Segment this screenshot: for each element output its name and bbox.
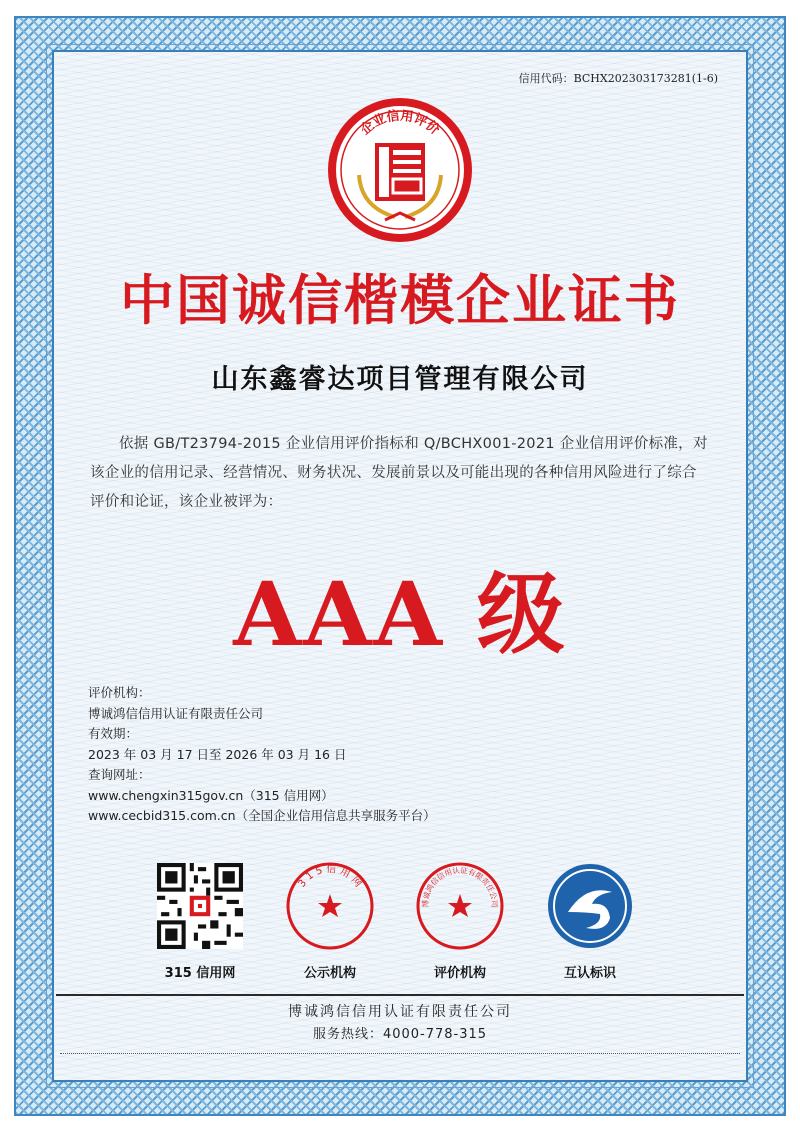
mark-publicity-org	[270, 860, 390, 981]
evaluation-description: 依据 GB/T23794-2015 企业信用评价指标和 Q/BCHX001-2021 企业信用评价标准，对该企业的信用记录、经营情况、财务状况、发展前景以及可能出现的各种信用风险进行了综合评价和论证，该企业被评为：	[90, 436, 708, 510]
mark-label-publicity: 公示机构	[303, 966, 356, 981]
certificate-details	[88, 683, 436, 827]
certification-marks	[140, 860, 660, 980]
service-hotline: 服务热线：4000-778-315	[312, 1027, 488, 1042]
credit-grade: AAA 级	[233, 562, 567, 666]
company-name: 山东鑫睿达项目管理有限公司	[211, 364, 589, 395]
footer-divider	[56, 994, 744, 996]
mark-label-mutual: 互认标识	[563, 966, 616, 981]
footer-organization: 博诚鸿信信用认证有限责任公司	[288, 1004, 512, 1020]
org-label: 评价机构：	[88, 685, 151, 700]
mark-label-evaluation: 评价机构	[433, 966, 486, 981]
query-url-2[interactable]: www.cecbid315.com.cn（全国企业信用信息共享服务平台）	[88, 808, 436, 823]
seal-text-315: 3 1 5 信 用 网	[296, 864, 364, 890]
org-value: 博诚鸿信信用认证有限责任公司	[88, 705, 264, 721]
query-url-1[interactable]: www.chengxin315gov.cn（315 信用网）	[88, 787, 334, 803]
mark-label-315: 315 信用网	[164, 966, 236, 981]
mutual-recognition-badge-icon	[546, 862, 634, 950]
mark-mutual-recognition	[530, 860, 650, 981]
emblem-text: 企业信用评价	[357, 108, 443, 139]
mark-evaluation-org	[400, 860, 520, 981]
svg-text:3 1 5 信 用 网	[296, 862, 364, 889]
seal-text-org: 博诚鸿信信用认证有限责任公司	[420, 865, 500, 908]
publicity-seal-icon	[285, 861, 375, 951]
validity-value: 2023 年 03 月 17 日至 2026 年 03 月 16 日	[88, 746, 347, 762]
qr-code-icon[interactable]	[157, 863, 243, 949]
evaluation-seal-icon	[415, 861, 505, 951]
query-label: 查询网址：	[88, 767, 151, 782]
footer-dotted-divider	[60, 1053, 740, 1054]
certificate-title: 中国诚信楷模企业证书	[120, 269, 680, 332]
validity-label: 有效期：	[88, 726, 139, 741]
credit-code: 信用代码：BCHX202303173281(1-6)	[518, 72, 718, 85]
mark-qr	[140, 860, 260, 981]
credit-evaluation-emblem	[325, 95, 475, 245]
